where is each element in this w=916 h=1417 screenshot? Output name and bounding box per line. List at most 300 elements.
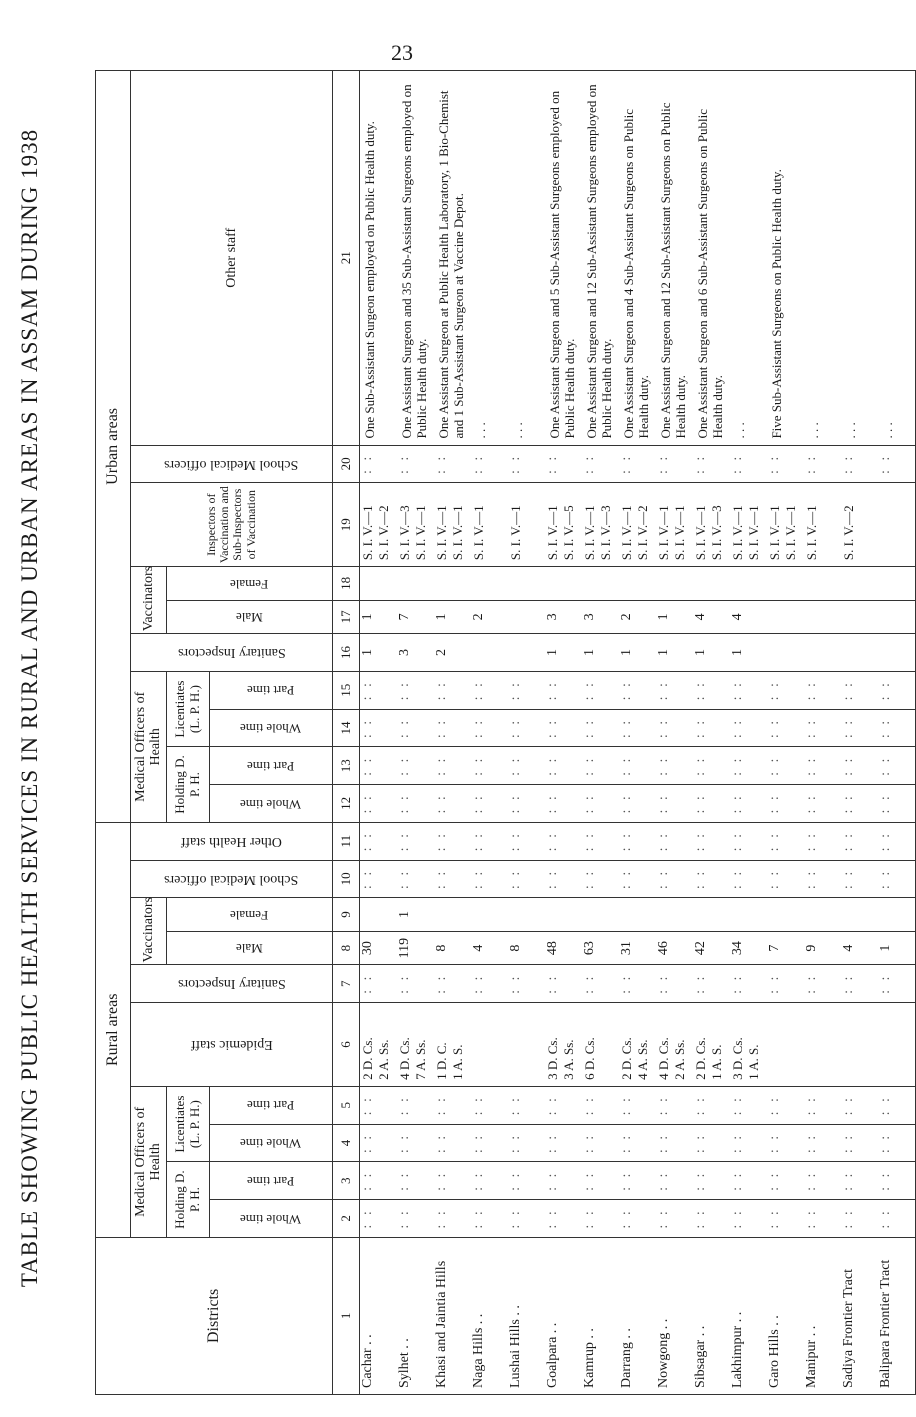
urban-medical-officer-cell: : :: [619, 709, 656, 747]
column-number: 13: [332, 747, 359, 785]
urban-school-medical-cell: : :: [434, 445, 471, 483]
urban-other-staff-cell: One Sub-Assistant Surgeon employed on Public Health duty.: [359, 71, 397, 446]
column-number: 4: [332, 1124, 359, 1162]
urban-vaccinators-male-cell: 4: [730, 600, 767, 634]
rural-school-medical-cell: : :: [878, 860, 916, 898]
rural-vaccinators-female-cell: [656, 898, 693, 932]
rural-epidemic-staff-cell: [841, 1003, 878, 1087]
rural-medical-officer-cell: : :: [471, 1162, 508, 1200]
urban-school-medical-cell: : :: [804, 445, 841, 483]
column-number: 21: [332, 71, 359, 446]
rural-holding-dph-header: Holding D. P. H.: [166, 1162, 209, 1237]
urban-holding-dph-header: Holding D. P. H.: [166, 747, 209, 822]
urban-vaccinators-header: Vaccinators: [131, 567, 167, 634]
rural-medical-officer-cell: : :: [841, 1086, 878, 1124]
table-row: [359, 71, 397, 1395]
urban-medical-officer-cell: : :: [730, 747, 767, 785]
rural-medical-officer-cell: : :: [656, 1124, 693, 1162]
urban-sanitary-inspectors-cell: [878, 634, 916, 672]
rural-medical-officer-cell: : :: [656, 1162, 693, 1200]
urban-other-staff-cell: . . .: [730, 71, 767, 446]
urban-medical-officer-cell: : :: [397, 709, 434, 747]
rural-sanitary-inspectors-cell: : :: [693, 965, 730, 1003]
rural-school-medical-cell: : :: [693, 860, 730, 898]
inspector-entry: S. I. V.—1: [729, 505, 745, 561]
urban-medical-officer-cell: : :: [508, 671, 545, 709]
table-stage: [95, 70, 895, 1395]
rural-medical-officer-cell: : :: [359, 1124, 397, 1162]
urban-medical-officer-cell: : :: [878, 785, 916, 823]
urban-inspectors-vaccination-cell: [359, 483, 397, 567]
rural-other-health-staff-cell: : :: [434, 822, 471, 860]
rural-other-health-staff-cell: : :: [619, 822, 656, 860]
rural-school-medical-label: School Medical officers: [164, 871, 299, 887]
urban-vaccinators-female-cell: [545, 567, 582, 601]
urban-medical-officer-cell: : :: [730, 671, 767, 709]
urban-vaccinators-male-cell: [841, 600, 878, 634]
column-number: 17: [332, 600, 359, 634]
urban-sanitary-inspectors-cell: 1: [619, 634, 656, 672]
urban-medical-officer-cell: : :: [804, 785, 841, 823]
urban-vaccinators-female-cell: [434, 567, 471, 601]
table-row: [804, 71, 841, 1395]
inspector-entry: S. I. V.—1: [745, 505, 761, 561]
urban-medical-officer-cell: : :: [545, 671, 582, 709]
rural-epidemic-staff-cell: [545, 1003, 582, 1087]
urban-medical-officer-cell: : :: [508, 785, 545, 823]
rural-medical-officer-cell: : :: [730, 1086, 767, 1124]
rural-medical-officer-cell: : :: [841, 1162, 878, 1200]
district-name: Manipur . .: [804, 1237, 841, 1394]
urban-inspectors-vaccination-cell: [508, 483, 545, 567]
urban-sanitary-inspectors-cell: [767, 634, 804, 672]
rural-vaccinators-header: Vaccinators: [131, 898, 167, 965]
urban-inspectors-vaccination-cell: [693, 483, 730, 567]
district-name: Darrang . .: [619, 1237, 656, 1394]
urban-medical-officer-cell: : :: [582, 747, 619, 785]
urban-medical-officer-cell: : :: [619, 671, 656, 709]
column-number: 2: [332, 1200, 359, 1238]
epidemic-staff-entry: 7 A. Ss.: [412, 1039, 428, 1080]
rural-vaccinators-male-cell: 119: [397, 931, 434, 965]
urban-sanitary-inspectors-cell: 1: [656, 634, 693, 672]
rural-vaccinators-male-cell: 4: [841, 931, 878, 965]
urban-medical-officer-cell: : :: [693, 671, 730, 709]
rural-vaccinators-female-cell: [767, 898, 804, 932]
inspector-entry: S. I. V.—3: [708, 505, 724, 561]
urban-medical-officer-cell: : :: [582, 709, 619, 747]
rural-sanitary-inspectors-cell: : :: [434, 965, 471, 1003]
urban-vaccinators-male-cell: [878, 600, 916, 634]
rural-vaccinators-male-cell: 8: [508, 931, 545, 965]
rural-medical-officer-cell: : :: [878, 1200, 916, 1238]
urban-inspectors-vaccination-cell: [656, 483, 693, 567]
rural-school-medical-cell: : :: [545, 860, 582, 898]
urban-medical-officer-cell: : :: [693, 785, 730, 823]
rural-medical-officer-cell: : :: [359, 1162, 397, 1200]
rural-other-health-staff-cell: : :: [582, 822, 619, 860]
epidemic-staff-entry: 2 D. Cs.: [692, 1037, 708, 1080]
column-number: 6: [332, 1003, 359, 1087]
rural-school-medical-cell: : :: [582, 860, 619, 898]
urban-sanitary-inspectors-header: [131, 634, 333, 672]
rural-vaccinators-male-cell: 30: [359, 931, 397, 965]
rural-other-health-staff-cell: : :: [841, 822, 878, 860]
urban-vaccinators-male-cell: 2: [619, 600, 656, 634]
rural-school-medical-cell: : :: [359, 860, 397, 898]
rural-epidemic-staff-cell: [582, 1003, 619, 1087]
table-row: [434, 71, 471, 1395]
rural-sanitary-inspectors-cell: : :: [582, 965, 619, 1003]
urban-sanitary-inspectors-cell: [804, 634, 841, 672]
urban-medical-officer-cell: : :: [471, 671, 508, 709]
column-number: 10: [332, 860, 359, 898]
rural-medical-officer-cell: : :: [508, 1086, 545, 1124]
column-number: 12: [332, 785, 359, 823]
rural-medical-officer-cell: : :: [841, 1124, 878, 1162]
urban-areas-header: Urban areas: [96, 71, 131, 823]
urban-vaccinators-male-cell: [508, 600, 545, 634]
rural-vacc-female-label: Female: [230, 907, 269, 923]
rural-school-medical-cell: : :: [397, 860, 434, 898]
rural-medical-officer-cell: : :: [359, 1200, 397, 1238]
inspector-entry: S. I. V.—1: [581, 505, 597, 561]
urban-medical-officer-cell: : :: [693, 747, 730, 785]
rural-medical-officers-header: Medical Officers of Health: [131, 1086, 167, 1237]
rural-medical-officer-cell: : :: [619, 1162, 656, 1200]
rural-medical-officer-cell: : :: [767, 1124, 804, 1162]
urban-dph-part-time-label: Part time: [247, 758, 295, 774]
inspector-entry: S. I. V.—2: [634, 505, 650, 561]
rural-other-health-staff-cell: : :: [804, 822, 841, 860]
urban-medical-officer-cell: : :: [359, 785, 397, 823]
column-number: 20: [332, 445, 359, 483]
rural-other-health-staff-cell: : :: [693, 822, 730, 860]
urban-licentiates-header: Licentiates (L. P. H.): [166, 671, 209, 746]
urban-medical-officer-cell: : :: [508, 747, 545, 785]
urban-inspectors-vaccination-cell: [471, 483, 508, 567]
table-title-strip: [0, 0, 60, 1417]
rural-medical-officer-cell: : :: [619, 1200, 656, 1238]
table-row: [878, 71, 916, 1395]
rural-dph-whole-time-header: [209, 1200, 332, 1238]
urban-other-staff-cell: One Assistant Surgeon and 12 Sub-Assistant Surgeons employed on Public Health duty.: [582, 71, 619, 446]
rural-vaccinators-male-cell: 46: [656, 931, 693, 965]
rural-vaccinators-male-cell: 8: [434, 931, 471, 965]
epidemic-staff-entry: 2 A. Ss.: [671, 1039, 687, 1080]
rural-school-medical-header: [131, 860, 333, 898]
rural-medical-officer-cell: : :: [545, 1124, 582, 1162]
urban-dph-part-time-header: [209, 747, 332, 785]
urban-vaccinators-male-cell: 3: [582, 600, 619, 634]
rural-sanitary-inspectors-cell: : :: [804, 965, 841, 1003]
rural-medical-officer-cell: : :: [582, 1124, 619, 1162]
rural-epidemic-staff-cell: [359, 1003, 397, 1087]
rural-epidemic-staff-cell: [656, 1003, 693, 1087]
table-row: [545, 71, 582, 1395]
rural-sanitary-inspectors-cell: : :: [397, 965, 434, 1003]
urban-lph-whole-time-header: [209, 709, 332, 747]
rural-medical-officer-cell: : :: [804, 1086, 841, 1124]
urban-inspectors-vaccination-cell: [619, 483, 656, 567]
column-number: 18: [332, 567, 359, 601]
urban-medical-officer-cell: : :: [841, 785, 878, 823]
urban-inspectors-vaccination-cell: [841, 483, 878, 567]
rural-medical-officer-cell: : :: [359, 1086, 397, 1124]
inspector-entry: S. I. V.—1: [359, 505, 375, 561]
urban-other-staff-cell: One Assistant Surgeon at Public Health Laboratory, 1 Bio-Chemist and 1 Sub-Assistant Surgeon at Vaccine Depot.: [434, 71, 471, 446]
urban-vacc-female-header: [166, 567, 332, 601]
rural-lph-whole-time-label: Whole time: [240, 1136, 302, 1152]
urban-medical-officer-cell: : :: [545, 747, 582, 785]
urban-other-staff-cell: . . .: [804, 71, 841, 446]
rural-epidemic-staff-cell: [730, 1003, 767, 1087]
rural-vaccinators-female-cell: [508, 898, 545, 932]
rural-school-medical-cell: : :: [434, 860, 471, 898]
column-number: 5: [332, 1086, 359, 1124]
rural-medical-officer-cell: : :: [878, 1162, 916, 1200]
epidemic-staff-entry: 1 D. C.: [433, 1042, 449, 1080]
rural-medical-officer-cell: : :: [804, 1124, 841, 1162]
urban-school-medical-cell: : :: [693, 445, 730, 483]
urban-medical-officer-cell: : :: [582, 671, 619, 709]
urban-school-medical-cell: : :: [508, 445, 545, 483]
urban-medical-officer-cell: : :: [545, 785, 582, 823]
rural-medical-officer-cell: : :: [582, 1200, 619, 1238]
urban-medical-officer-cell: : :: [730, 785, 767, 823]
urban-sanitary-inspectors-cell: 1: [545, 634, 582, 672]
urban-sanitary-inspectors-cell: [841, 634, 878, 672]
urban-lph-part-time-label: Part time: [247, 683, 295, 699]
urban-medical-officer-cell: : :: [656, 747, 693, 785]
rural-school-medical-cell: : :: [656, 860, 693, 898]
urban-other-staff-cell: One Assistant Surgeon and 12 Sub-Assistant Surgeons on Public Health duty.: [656, 71, 693, 446]
rural-school-medical-cell: : :: [508, 860, 545, 898]
column-number: 11: [332, 822, 359, 860]
rural-vacc-male-header: [166, 931, 332, 965]
rural-vaccinators-female-cell: [359, 898, 397, 932]
urban-inspectors-vaccination-cell: [582, 483, 619, 567]
rural-medical-officer-cell: : :: [508, 1200, 545, 1238]
rural-vaccinators-male-cell: 48: [545, 931, 582, 965]
rural-vaccinators-female-cell: [693, 898, 730, 932]
urban-vacc-female-label: Female: [230, 576, 269, 592]
rural-sanitary-inspectors-cell: : :: [767, 965, 804, 1003]
urban-other-staff-cell: One Assistant Surgeon and 35 Sub-Assistant Surgeons employed on Public Health duty.: [397, 71, 434, 446]
urban-medical-officer-cell: : :: [508, 709, 545, 747]
urban-vaccinators-male-cell: [767, 600, 804, 634]
inspector-entry: S. I. V.—2: [840, 505, 856, 561]
rural-vaccinators-female-cell: [841, 898, 878, 932]
rural-school-medical-cell: : :: [730, 860, 767, 898]
epidemic-staff-entry: 3 A. Ss.: [560, 1039, 576, 1080]
inspector-entry: S. I. V.—1: [433, 505, 449, 561]
table-row: [841, 71, 878, 1395]
rural-school-medical-cell: : :: [841, 860, 878, 898]
urban-vaccinators-female-cell: [841, 567, 878, 601]
rural-epidemic-staff-cell: [878, 1003, 916, 1087]
urban-inspectors-vaccination-header: Inspectors of Vaccination and Sub-Inspectors of Vaccination: [131, 483, 333, 567]
table-row: [767, 71, 804, 1395]
table-row: [397, 71, 434, 1395]
inspector-entry: S. I. V.—5: [560, 505, 576, 561]
urban-sanitary-inspectors-label: Sanitary Inspectors: [177, 645, 286, 661]
rural-vaccinators-male-cell: 1: [878, 931, 916, 965]
urban-sanitary-inspectors-cell: 1: [582, 634, 619, 672]
rural-medical-officer-cell: : :: [804, 1200, 841, 1238]
rural-sanitary-inspectors-header: [131, 965, 333, 1003]
rural-medical-officer-cell: : :: [434, 1086, 471, 1124]
district-name: Garo Hills . .: [767, 1237, 804, 1394]
urban-medical-officer-cell: : :: [471, 785, 508, 823]
urban-vacc-male-header: [166, 600, 332, 634]
urban-medical-officer-cell: : :: [619, 785, 656, 823]
rural-medical-officer-cell: : :: [434, 1162, 471, 1200]
urban-sanitary-inspectors-cell: 2: [434, 634, 471, 672]
urban-dph-whole-time-header: [209, 785, 332, 823]
inspector-entry: S. I. V.—3: [597, 505, 613, 561]
urban-school-medical-cell: : :: [878, 445, 916, 483]
urban-vaccinators-male-cell: 3: [545, 600, 582, 634]
urban-sanitary-inspectors-cell: [508, 634, 545, 672]
district-name: Sibsagar . .: [693, 1237, 730, 1394]
table-body: [359, 71, 915, 1395]
rural-medical-officer-cell: : :: [767, 1086, 804, 1124]
rural-sanitary-inspectors-cell: : :: [545, 965, 582, 1003]
rural-medical-officer-cell: : :: [730, 1124, 767, 1162]
urban-school-medical-cell: : :: [397, 445, 434, 483]
rural-medical-officer-cell: : :: [619, 1086, 656, 1124]
district-name: Nowgong . .: [656, 1237, 693, 1394]
rural-other-health-staff-cell: : :: [730, 822, 767, 860]
urban-school-medical-cell: : :: [619, 445, 656, 483]
page-number: 23: [391, 40, 413, 65]
epidemic-staff-entry: 4 D. Cs.: [396, 1037, 412, 1080]
urban-medical-officer-cell: : :: [656, 785, 693, 823]
inspector-entry: S. I. V.—1: [544, 505, 560, 561]
table-row: [656, 71, 693, 1395]
urban-school-medical-cell: : :: [582, 445, 619, 483]
rural-sanitary-inspectors-cell: : :: [730, 965, 767, 1003]
rural-areas-header: Rural areas: [96, 822, 131, 1237]
rural-lph-part-time-header: [209, 1086, 332, 1124]
rural-medical-officer-cell: : :: [434, 1124, 471, 1162]
urban-medical-officer-cell: : :: [767, 747, 804, 785]
urban-medical-officers-header: Medical Officers of Health: [131, 671, 167, 822]
rural-vaccinators-male-cell: 34: [730, 931, 767, 965]
epidemic-staff-entry: 4 D. Cs.: [655, 1037, 671, 1080]
urban-medical-officer-cell: : :: [878, 747, 916, 785]
urban-inspectors-vaccination-cell: [730, 483, 767, 567]
urban-medical-officer-cell: : :: [359, 671, 397, 709]
rural-medical-officer-cell: : :: [767, 1162, 804, 1200]
rural-other-health-staff-cell: : :: [397, 822, 434, 860]
rural-medical-officer-cell: : :: [693, 1086, 730, 1124]
urban-medical-officer-cell: : :: [397, 747, 434, 785]
rural-medical-officer-cell: : :: [619, 1124, 656, 1162]
inspector-entry: S. I. V.—1: [412, 505, 428, 561]
urban-other-staff-cell: . . .: [508, 71, 545, 446]
urban-medical-officer-cell: : :: [841, 709, 878, 747]
rural-medical-officer-cell: : :: [767, 1200, 804, 1238]
column-number: 9: [332, 898, 359, 932]
rural-other-health-staff-cell: : :: [471, 822, 508, 860]
inspector-entry: S. I. V.—1: [766, 505, 782, 561]
urban-medical-officer-cell: : :: [619, 747, 656, 785]
urban-vaccinators-female-cell: [582, 567, 619, 601]
urban-medical-officer-cell: : :: [693, 709, 730, 747]
table-title: TABLE SHOWING PUBLIC HEALTH SERVICES IN RURAL AND URBAN AREAS IN ASSAM DURING 1938: [17, 128, 42, 1288]
table-row: [471, 71, 508, 1395]
urban-medical-officer-cell: : :: [656, 671, 693, 709]
urban-medical-officer-cell: : :: [804, 671, 841, 709]
urban-other-staff-cell: . . .: [841, 71, 878, 446]
rural-sanitary-inspectors-cell: : :: [619, 965, 656, 1003]
urban-medical-officer-cell: : :: [582, 785, 619, 823]
rural-school-medical-cell: : :: [804, 860, 841, 898]
rural-medical-officer-cell: : :: [804, 1162, 841, 1200]
urban-other-staff-cell: One Assistant Surgeon and 4 Sub-Assistant Surgeons on Public Health duty.: [619, 71, 656, 446]
rural-medical-officer-cell: : :: [878, 1086, 916, 1124]
rural-epidemic-staff-cell: [693, 1003, 730, 1087]
urban-other-staff-cell: One Assistant Surgeon and 6 Sub-Assistant Surgeons on Public Health duty.: [693, 71, 730, 446]
rural-sanitary-inspectors-label: Sanitary Inspectors: [177, 976, 286, 992]
rural-sanitary-inspectors-cell: : :: [471, 965, 508, 1003]
rural-lph-part-time-label: Part time: [247, 1098, 295, 1114]
urban-inspectors-vaccination-cell: [397, 483, 434, 567]
column-number: 19: [332, 483, 359, 567]
urban-other-staff-header: Other staff: [131, 71, 333, 446]
table-row: [693, 71, 730, 1395]
urban-vaccinators-female-cell: [397, 567, 434, 601]
district-name: Lakhimpur . .: [730, 1237, 767, 1394]
table-row: [508, 71, 545, 1395]
rural-epidemic-staff-label: Epidemic staff: [190, 1037, 273, 1053]
urban-vaccinators-female-cell: [693, 567, 730, 601]
rural-vaccinators-male-cell: 63: [582, 931, 619, 965]
rural-medical-officer-cell: : :: [397, 1086, 434, 1124]
inspector-entry: S. I. V.—1: [803, 505, 819, 561]
rural-medical-officer-cell: : :: [545, 1162, 582, 1200]
rural-medical-officer-cell: : :: [693, 1200, 730, 1238]
rural-epidemic-staff-cell: [619, 1003, 656, 1087]
rural-medical-officer-cell: : :: [582, 1086, 619, 1124]
rural-other-health-staff-cell: : :: [545, 822, 582, 860]
urban-sanitary-inspectors-cell: 1: [359, 634, 397, 672]
urban-vaccinators-male-cell: 1: [434, 600, 471, 634]
inspector-entry: S. I. V.—3: [396, 505, 412, 561]
urban-other-staff-cell: . . .: [471, 71, 508, 446]
rural-vaccinators-male-cell: 9: [804, 931, 841, 965]
rural-vaccinators-male-cell: 7: [767, 931, 804, 965]
epidemic-staff-entry: 1 A. S.: [708, 1044, 724, 1080]
urban-vaccinators-female-cell: [471, 567, 508, 601]
rural-vacc-male-label: Male: [235, 941, 263, 957]
inspector-entry: S. I. V.—1: [470, 505, 486, 561]
table-row: [582, 71, 619, 1395]
urban-medical-officer-cell: : :: [434, 709, 471, 747]
urban-school-medical-cell: : :: [359, 445, 397, 483]
rural-sanitary-inspectors-cell: : :: [508, 965, 545, 1003]
urban-dph-whole-time-label: Whole time: [240, 796, 302, 812]
inspector-entry: S. I. V.—1: [671, 505, 687, 561]
column-number-row: [332, 71, 359, 1395]
district-name: Naga Hills . .: [471, 1237, 508, 1394]
urban-vaccinators-male-cell: [804, 600, 841, 634]
urban-medical-officer-cell: : :: [359, 747, 397, 785]
urban-medical-officer-cell: : :: [359, 709, 397, 747]
inspector-entry: S. I. V.—1: [692, 505, 708, 561]
